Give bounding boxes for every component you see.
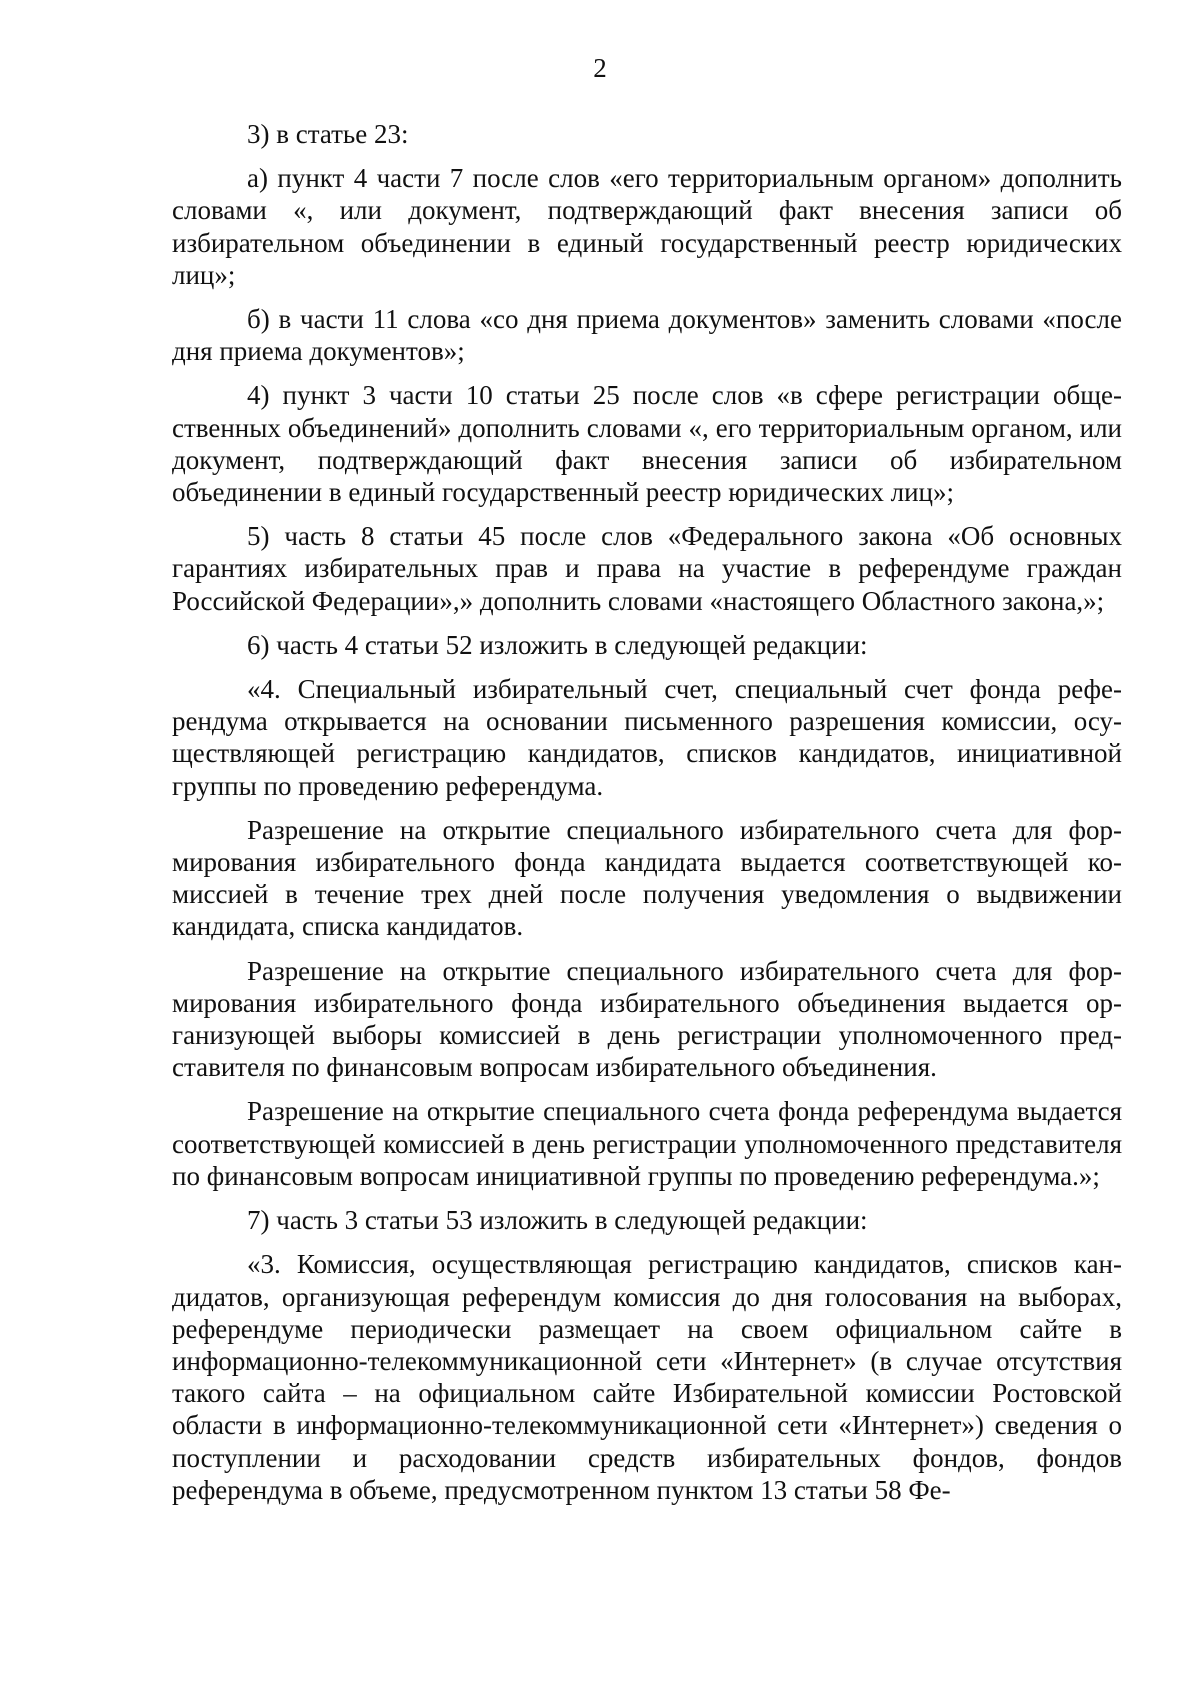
paragraph-53-3: «3. Комиссия, осуществляющая регистрацию кандидатов, списков кандидатов, организующая референдум комиссия до дня голосования на выборах, референдуме периодически размещает на своем официальном сайте в информационно-телекоммуникационной сети «Интернет» (в случае отсутствия такого сайта – на официальном сайте Избирательной комиссии Ростовской области в информационно-телекоммуникационной сети «Интернет») сведения о поступлении и расходовании средств избирательных фондов, фондов референдума в объеме, предусмотренном пунктом 13 статьи 58 Фе- [172,1249,1122,1505]
document-body [172,118,1122,1518]
paragraph-article-23-heading: 3) в статье 23: [247,119,409,149]
paragraph-item-5: 5) часть 8 статьи 45 после слов «Федерального закона «Об основных гарантиях избирательных прав и права на участие в референдуме граждан Российской Федерации»,» дополнить словами «настоящего Областного закона,»; [172,521,1122,616]
page-number: 2 [593,53,607,83]
paragraph-52-4-association-permit: Разрешение на открытие специального избирательного счета для формирования избирательного фонда избирательного объединения выдается организующей выборы комиссией в день регистрации уполномоченного представителя по финансовым вопросам избирательного объединения. [172,955,1122,1083]
paragraph-52-4-account: «4. Специальный избирательный счет, специальный счет фонда референдума открывается на основании письменного разрешения комиссии, осуществляющей регистрацию кандидатов, списков кандидатов, инициативной группы по проведению референдума. [172,674,1122,801]
paragraph-23-b: б) в части 11 слова «со дня приема документов» заменить словами «после дня приема документов»; [172,304,1122,367]
paragraph-52-4-candidate-permit: Разрешение на открытие специального избирательного счета для формирования избирательного фонда кандидата выдается соответствующей комиссией в течение трех дней после получения уведомления о выдвижении кандидата, списка кандидатов. [172,814,1122,942]
paragraph-23-a: а) пункт 4 части 7 после слов «его территориальным органом» дополнить словами «, или документ, подтверждающий факт внесения записи об избирательном объединении в единый государственный реестр юридических лиц»; [172,163,1122,290]
paragraph-item-4: 4) пункт 3 части 10 статьи 25 после слов «в сфере регистрации общественных объединений» дополнить словами «, его территориальным органом, или документ, подтверждающий факт внесения записи об избирательном объединении в единый государственный реестр юридических лиц»; [172,380,1122,508]
paragraph-item-6: 6) часть 4 статьи 52 изложить в следующей редакции: [247,629,868,660]
paragraph-52-4-referendum-permit: Разрешение на открытие специального счета фонда референдума выдается соответствующей комиссией в день регистрации уполномоченного представителя по финансовым вопросам инициативной группы по проведению референдума.»; [172,1096,1122,1191]
paragraph-item-7: 7) часть 3 статьи 53 изложить в следующей редакции: [247,1205,868,1236]
